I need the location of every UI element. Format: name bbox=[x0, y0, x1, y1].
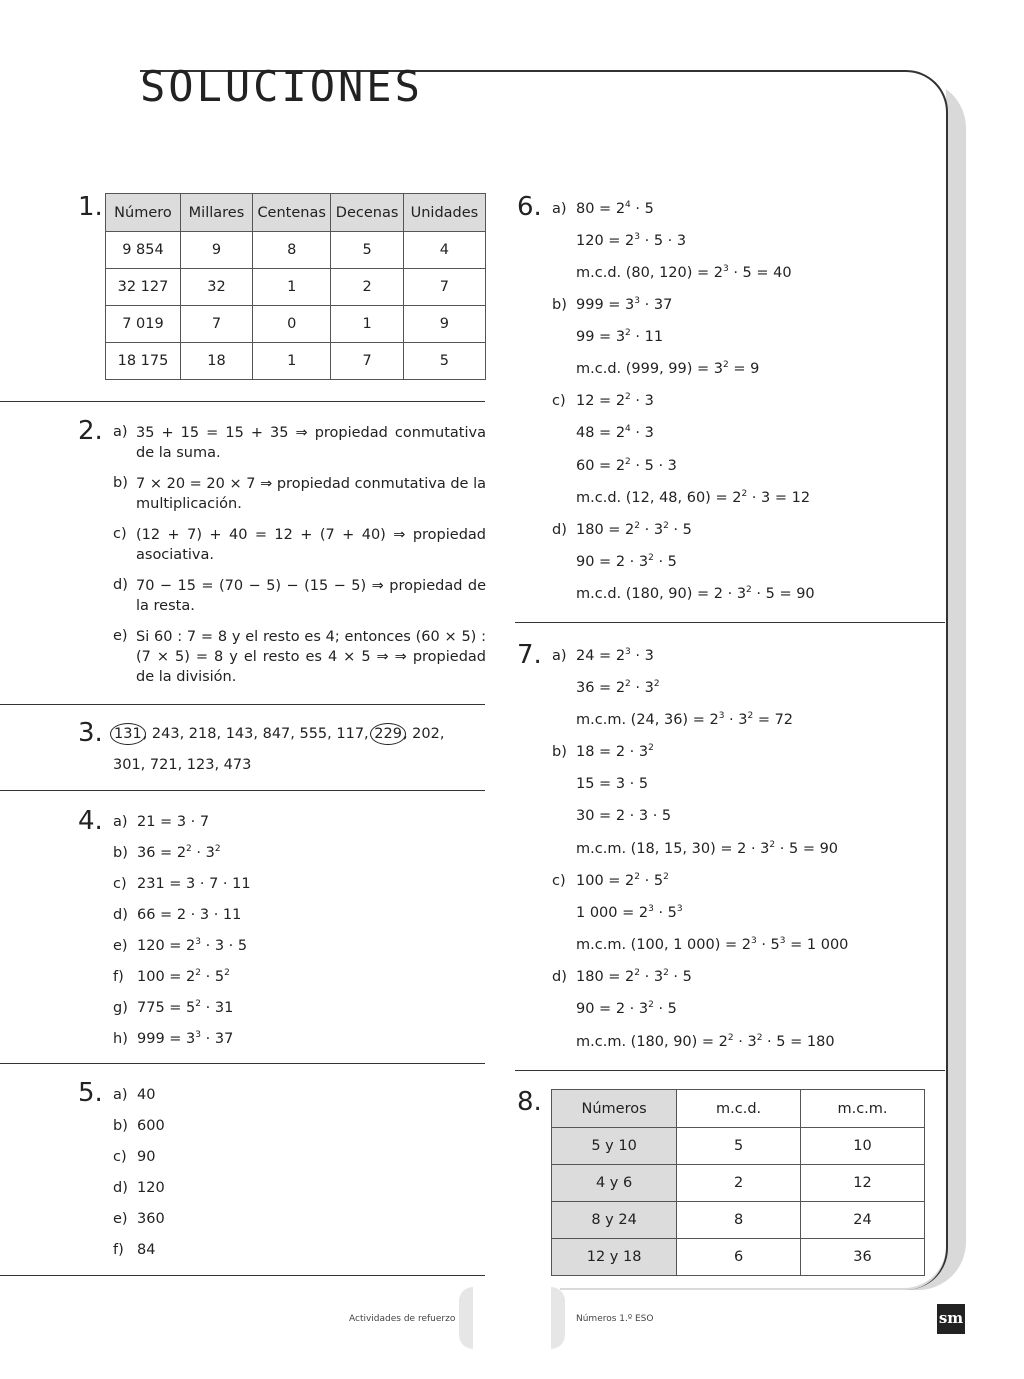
gcd-line bbox=[576, 554, 677, 570]
table-cell: 12 y 18 bbox=[552, 1239, 677, 1276]
table-cell: 18 175 bbox=[106, 343, 181, 380]
expression: m.c.d. (180, 90) = 2 · 3 bbox=[576, 586, 747, 602]
expression: 100 = 2 bbox=[576, 873, 635, 889]
property-text: 7 × 20 = 20 × 7 ⇒ propiedad conmutativa de la multiplicación. bbox=[136, 476, 486, 512]
number-list-line-2: 301, 721, 123, 473 bbox=[113, 757, 252, 773]
section-2-number: 2. bbox=[78, 416, 103, 446]
expression: · 3 = 12 bbox=[747, 490, 811, 506]
expression: · 5 = 40 bbox=[728, 265, 792, 281]
exponent: 2 bbox=[648, 553, 654, 563]
exponent: 2 bbox=[769, 840, 776, 850]
table-cell: 1 bbox=[331, 306, 403, 343]
table-cell: 5 y 10 bbox=[552, 1128, 677, 1165]
exponent: 3 bbox=[634, 232, 641, 242]
number-list bbox=[113, 726, 486, 742]
expression: = 1 000 bbox=[785, 937, 849, 953]
expression: · 3 bbox=[630, 680, 654, 696]
section-5-number: 5. bbox=[78, 1078, 103, 1108]
section-4-number: 4. bbox=[78, 806, 103, 836]
expression: 99 = 3 bbox=[576, 329, 626, 345]
expression: 100 = 2 bbox=[137, 969, 196, 985]
table-header: Centenas bbox=[252, 194, 330, 232]
item-label: d) bbox=[552, 522, 567, 538]
expression: · 5 bbox=[653, 1001, 677, 1017]
expression: m.c.m. (18, 15, 30) = 2 · 3 bbox=[576, 841, 770, 857]
expression: · 5 · 3 bbox=[640, 233, 687, 249]
item-label: d) bbox=[113, 1180, 128, 1196]
gcd-line bbox=[576, 522, 692, 538]
answer-line bbox=[113, 1087, 155, 1103]
exponent: 2 bbox=[625, 328, 631, 338]
lcm-line bbox=[576, 1001, 677, 1017]
exponent: 2 bbox=[746, 585, 752, 595]
exponent: 2 bbox=[625, 679, 631, 689]
expression: 180 = 2 bbox=[576, 969, 635, 985]
expression: · 3 · 5 bbox=[201, 938, 248, 954]
section-1-number: 1. bbox=[78, 192, 103, 222]
factorization-line bbox=[113, 845, 221, 861]
expression: · 5 bbox=[653, 554, 677, 570]
expression: 30 = 2 · 3 · 5 bbox=[576, 808, 672, 824]
expression: = 9 bbox=[728, 361, 760, 377]
footer-right-text: Números 1.º ESO bbox=[576, 1314, 654, 1324]
exponent: 2 bbox=[195, 999, 202, 1009]
lcm-line bbox=[576, 969, 692, 985]
exponent: 4 bbox=[625, 200, 631, 210]
table-cell: 9 bbox=[403, 306, 485, 343]
expression: m.c.d. (80, 120) = 2 bbox=[576, 265, 723, 281]
expression: · 5 = 180 bbox=[762, 1034, 835, 1050]
exponent: 2 bbox=[224, 968, 230, 978]
expression: · 5 = 90 bbox=[775, 841, 839, 857]
circled-number: 229 bbox=[370, 723, 406, 745]
expression: 48 = 2 bbox=[576, 425, 626, 441]
expression: 120 = 2 bbox=[137, 938, 196, 954]
gcd-line bbox=[576, 233, 686, 249]
item-label: d) bbox=[552, 969, 567, 985]
table-cell: 1 bbox=[252, 269, 330, 306]
item-label: b) bbox=[113, 1118, 128, 1134]
factorization-line bbox=[113, 938, 247, 954]
gcd-line bbox=[576, 329, 663, 345]
section-8-number: 8. bbox=[517, 1087, 542, 1117]
table-row bbox=[106, 269, 486, 306]
exponent: 2 bbox=[625, 392, 631, 402]
table-cell: 5 bbox=[677, 1128, 801, 1165]
factorization-line bbox=[113, 907, 241, 923]
table-cell: 8 bbox=[252, 232, 330, 269]
exponent: 2 bbox=[648, 1000, 654, 1010]
lcm-line bbox=[576, 648, 654, 664]
gcd-line bbox=[576, 361, 759, 377]
page-title: SOLUCIONES bbox=[140, 62, 423, 111]
table-cell: 2 bbox=[331, 269, 403, 306]
exponent: 4 bbox=[625, 424, 631, 434]
expression: 21 = 3 · 7 bbox=[137, 814, 210, 830]
table-cell: 12 bbox=[801, 1165, 925, 1202]
expression: 80 = 2 bbox=[576, 201, 626, 217]
answer-line bbox=[113, 1149, 155, 1165]
factorization-line bbox=[113, 876, 251, 892]
answer-value: 600 bbox=[137, 1118, 165, 1134]
exponent: 2 bbox=[663, 521, 669, 531]
lcm-line bbox=[576, 841, 838, 857]
expression: m.c.m. (24, 36) = 2 bbox=[576, 712, 719, 728]
gcd-line bbox=[576, 458, 677, 474]
expression: m.c.d. (12, 48, 60) = 2 bbox=[576, 490, 742, 506]
expression: · 5 bbox=[201, 969, 225, 985]
expression: · 5 bbox=[640, 873, 664, 889]
expression: 120 = 2 bbox=[576, 233, 635, 249]
item-label: b) bbox=[113, 475, 128, 491]
gcd-line bbox=[576, 490, 810, 506]
section-divider bbox=[0, 401, 485, 402]
expression: · 5 bbox=[668, 969, 692, 985]
gcd-line bbox=[576, 201, 654, 217]
exponent: 2 bbox=[625, 457, 631, 467]
table-row bbox=[552, 1128, 925, 1165]
gcd-line bbox=[576, 297, 672, 313]
expression: · 11 bbox=[630, 329, 664, 345]
expression: 66 = 2 · 3 · 11 bbox=[137, 907, 242, 923]
table-cell: 24 bbox=[801, 1202, 925, 1239]
table-cell: 7 bbox=[180, 306, 252, 343]
section-divider bbox=[0, 790, 485, 791]
table-cell: 32 127 bbox=[106, 269, 181, 306]
item-label: a) bbox=[113, 424, 128, 440]
expression: 999 = 3 bbox=[576, 297, 635, 313]
expression: · 3 bbox=[630, 425, 654, 441]
exponent: 2 bbox=[663, 968, 669, 978]
answer-line bbox=[113, 1242, 155, 1258]
answer-line bbox=[113, 1118, 165, 1134]
exponent: 2 bbox=[634, 968, 641, 978]
answer-line bbox=[113, 1180, 165, 1196]
item-label: e) bbox=[113, 1211, 128, 1227]
item-label: a) bbox=[552, 648, 567, 664]
table-cell: 10 bbox=[801, 1128, 925, 1165]
factorization-line bbox=[113, 1031, 233, 1047]
table-cell: 5 bbox=[403, 343, 485, 380]
expression: 90 = 2 · 3 bbox=[576, 554, 649, 570]
item-label: c) bbox=[113, 526, 127, 542]
place-value-table bbox=[105, 193, 486, 380]
expression: 999 = 3 bbox=[137, 1031, 196, 1047]
table-cell: 9 854 bbox=[106, 232, 181, 269]
item-label: e) bbox=[113, 628, 128, 644]
exponent: 2 bbox=[186, 844, 192, 854]
section-3-number: 3. bbox=[78, 718, 103, 748]
footer-tab-right bbox=[551, 1287, 565, 1349]
exponent: 3 bbox=[195, 1030, 202, 1040]
expression: · 3 bbox=[733, 1034, 757, 1050]
item-label: h) bbox=[113, 1031, 128, 1047]
exponent: 2 bbox=[634, 872, 641, 882]
item-label: a) bbox=[552, 201, 567, 217]
exponent: 2 bbox=[727, 1033, 734, 1043]
table-cell: 7 bbox=[403, 269, 485, 306]
property-text: 35 + 15 = 15 + 35 ⇒ propiedad conmutativa de la suma. bbox=[136, 425, 486, 461]
table-header: Números bbox=[552, 1090, 677, 1128]
item-label: b) bbox=[113, 845, 128, 861]
footer-tab-left bbox=[459, 1287, 473, 1349]
expression: 90 = 2 · 3 bbox=[576, 1001, 649, 1017]
factorization-line bbox=[113, 814, 209, 830]
expression: 1 000 = 2 bbox=[576, 905, 649, 921]
item-label: c) bbox=[113, 876, 127, 892]
table-header: Millares bbox=[180, 194, 252, 232]
exponent: 2 bbox=[648, 743, 654, 753]
exponent: 3 bbox=[718, 711, 725, 721]
exponent: 2 bbox=[214, 844, 221, 854]
item-label: c) bbox=[113, 1149, 127, 1165]
table-cell: 8 bbox=[677, 1202, 801, 1239]
expression: · 3 bbox=[630, 648, 654, 664]
lcm-line bbox=[576, 873, 669, 889]
item-label: a) bbox=[113, 814, 128, 830]
item-label: b) bbox=[552, 744, 567, 760]
property-text: (12 + 7) + 40 = 12 + (7 + 40) ⇒ propiedad asociativa. bbox=[136, 527, 486, 563]
exponent: 3 bbox=[648, 904, 654, 914]
answer-value: 360 bbox=[137, 1211, 165, 1227]
item-label: f) bbox=[113, 969, 124, 985]
circled-number: 131 bbox=[110, 723, 146, 745]
table-row bbox=[106, 343, 486, 380]
number-list-text: , 202, bbox=[402, 726, 445, 742]
table-cell: 4 y 6 bbox=[552, 1165, 677, 1202]
expression: 18 = 2 · 3 bbox=[576, 744, 649, 760]
answer-value: 40 bbox=[137, 1087, 156, 1103]
expression: · 37 bbox=[640, 297, 673, 313]
table-cell: 18 bbox=[180, 343, 252, 380]
property-text: Si 60 : 7 = 8 y el resto es 4; entonces (60 × 5) : (7 × 5) = 8 y el resto es 4 × 5 ⇒ ⇒ propiedad de la división. bbox=[136, 629, 486, 685]
item-label: c) bbox=[552, 393, 566, 409]
exponent: 2 bbox=[195, 968, 202, 978]
exponent: 3 bbox=[750, 936, 757, 946]
exponent: 2 bbox=[653, 679, 660, 689]
expression: 12 = 2 bbox=[576, 393, 626, 409]
lcm-line bbox=[576, 905, 683, 921]
table-cell: 2 bbox=[677, 1165, 801, 1202]
expression: · 5 = 90 bbox=[751, 586, 815, 602]
expression: 231 = 3 · 7 · 11 bbox=[137, 876, 251, 892]
table-header: Número bbox=[106, 194, 181, 232]
gcd-line bbox=[576, 265, 792, 281]
lcm-line bbox=[576, 776, 648, 792]
gcd-lcm-table bbox=[551, 1089, 925, 1276]
expression: 24 = 2 bbox=[576, 648, 626, 664]
expression: = 72 bbox=[753, 712, 794, 728]
exponent: 3 bbox=[676, 904, 683, 914]
expression: 15 = 3 · 5 bbox=[576, 776, 649, 792]
table-cell: 5 bbox=[331, 232, 403, 269]
item-label: b) bbox=[552, 297, 567, 313]
table-cell: 6 bbox=[677, 1239, 801, 1276]
section-divider bbox=[515, 1070, 945, 1071]
footer-left-text: Actividades de refuerzo bbox=[349, 1314, 456, 1324]
section-6-number: 6. bbox=[517, 192, 542, 222]
gcd-line bbox=[576, 425, 654, 441]
expression: · 3 bbox=[191, 845, 215, 861]
property-text: 70 − 15 = (70 − 5) − (15 − 5) ⇒ propiedad de la resta. bbox=[136, 578, 486, 614]
item-label: f) bbox=[113, 1242, 124, 1258]
publisher-logo: sm bbox=[937, 1304, 965, 1334]
item-label: d) bbox=[113, 907, 128, 923]
exponent: 2 bbox=[747, 711, 754, 721]
table-row bbox=[552, 1239, 925, 1276]
expression: · 3 bbox=[630, 393, 654, 409]
table-cell: 4 bbox=[403, 232, 485, 269]
expression: · 5 bbox=[653, 905, 677, 921]
exponent: 2 bbox=[634, 521, 641, 531]
table-row bbox=[552, 1165, 925, 1202]
exponent: 2 bbox=[741, 489, 748, 499]
expression: · 5 bbox=[630, 201, 654, 217]
table-cell: 32 bbox=[180, 269, 252, 306]
table-cell: 8 y 24 bbox=[552, 1202, 677, 1239]
expression: m.c.d. (999, 99) = 3 bbox=[576, 361, 723, 377]
expression: 36 = 2 bbox=[576, 680, 626, 696]
section-divider bbox=[0, 1063, 485, 1064]
answer-line bbox=[113, 1211, 165, 1227]
expression: · 31 bbox=[201, 1000, 234, 1016]
table-row bbox=[106, 306, 486, 343]
gcd-line bbox=[576, 586, 815, 602]
table-cell: 7 019 bbox=[106, 306, 181, 343]
expression: m.c.m. (100, 1 000) = 2 bbox=[576, 937, 751, 953]
lcm-line bbox=[576, 680, 660, 696]
exponent: 3 bbox=[779, 936, 786, 946]
exponent: 3 bbox=[195, 937, 202, 947]
lcm-line bbox=[576, 937, 848, 953]
exponent: 2 bbox=[756, 1033, 763, 1043]
lcm-line bbox=[576, 744, 654, 760]
expression: 36 = 2 bbox=[137, 845, 187, 861]
table-cell: 1 bbox=[252, 343, 330, 380]
table-row bbox=[552, 1202, 925, 1239]
table-header: m.c.d. bbox=[677, 1090, 801, 1128]
expression: · 3 bbox=[724, 712, 748, 728]
expression: · 5 bbox=[668, 522, 692, 538]
answer-value: 90 bbox=[137, 1149, 156, 1165]
expression: · 3 bbox=[640, 522, 664, 538]
table-row bbox=[106, 232, 486, 269]
table-cell: 0 bbox=[252, 306, 330, 343]
expression: · 5 · 3 bbox=[630, 458, 677, 474]
lcm-line bbox=[576, 808, 671, 824]
section-divider bbox=[0, 704, 485, 705]
answer-value: 120 bbox=[137, 1180, 165, 1196]
item-label: c) bbox=[552, 873, 566, 889]
factorization-line bbox=[113, 1000, 233, 1016]
exponent: 2 bbox=[663, 872, 669, 882]
item-label: e) bbox=[113, 938, 128, 954]
expression: 775 = 5 bbox=[137, 1000, 196, 1016]
expression: · 37 bbox=[201, 1031, 234, 1047]
number-list-text: , 243, 218, 143, 847, 555, 117, bbox=[142, 726, 374, 742]
section-divider bbox=[0, 1275, 485, 1276]
table-cell: 7 bbox=[331, 343, 403, 380]
table-header: Unidades bbox=[403, 194, 485, 232]
item-label: a) bbox=[113, 1087, 128, 1103]
expression: · 5 bbox=[756, 937, 780, 953]
exponent: 2 bbox=[723, 360, 729, 370]
section-7-number: 7. bbox=[517, 640, 542, 670]
expression: 60 = 2 bbox=[576, 458, 626, 474]
table-header: Decenas bbox=[331, 194, 403, 232]
section-divider bbox=[515, 622, 945, 623]
table-cell: 36 bbox=[801, 1239, 925, 1276]
lcm-line bbox=[576, 712, 793, 728]
lcm-line bbox=[576, 1034, 835, 1050]
table-header: m.c.m. bbox=[801, 1090, 925, 1128]
gcd-line bbox=[576, 393, 654, 409]
item-label: g) bbox=[113, 1000, 128, 1016]
expression: · 3 bbox=[640, 969, 664, 985]
answer-value: 84 bbox=[137, 1242, 156, 1258]
exponent: 3 bbox=[625, 647, 631, 657]
expression: 180 = 2 bbox=[576, 522, 635, 538]
exponent: 3 bbox=[723, 264, 729, 274]
item-label: d) bbox=[113, 577, 128, 593]
exponent: 3 bbox=[634, 296, 641, 306]
factorization-line bbox=[113, 969, 230, 985]
table-cell: 9 bbox=[180, 232, 252, 269]
expression: m.c.m. (180, 90) = 2 bbox=[576, 1034, 728, 1050]
